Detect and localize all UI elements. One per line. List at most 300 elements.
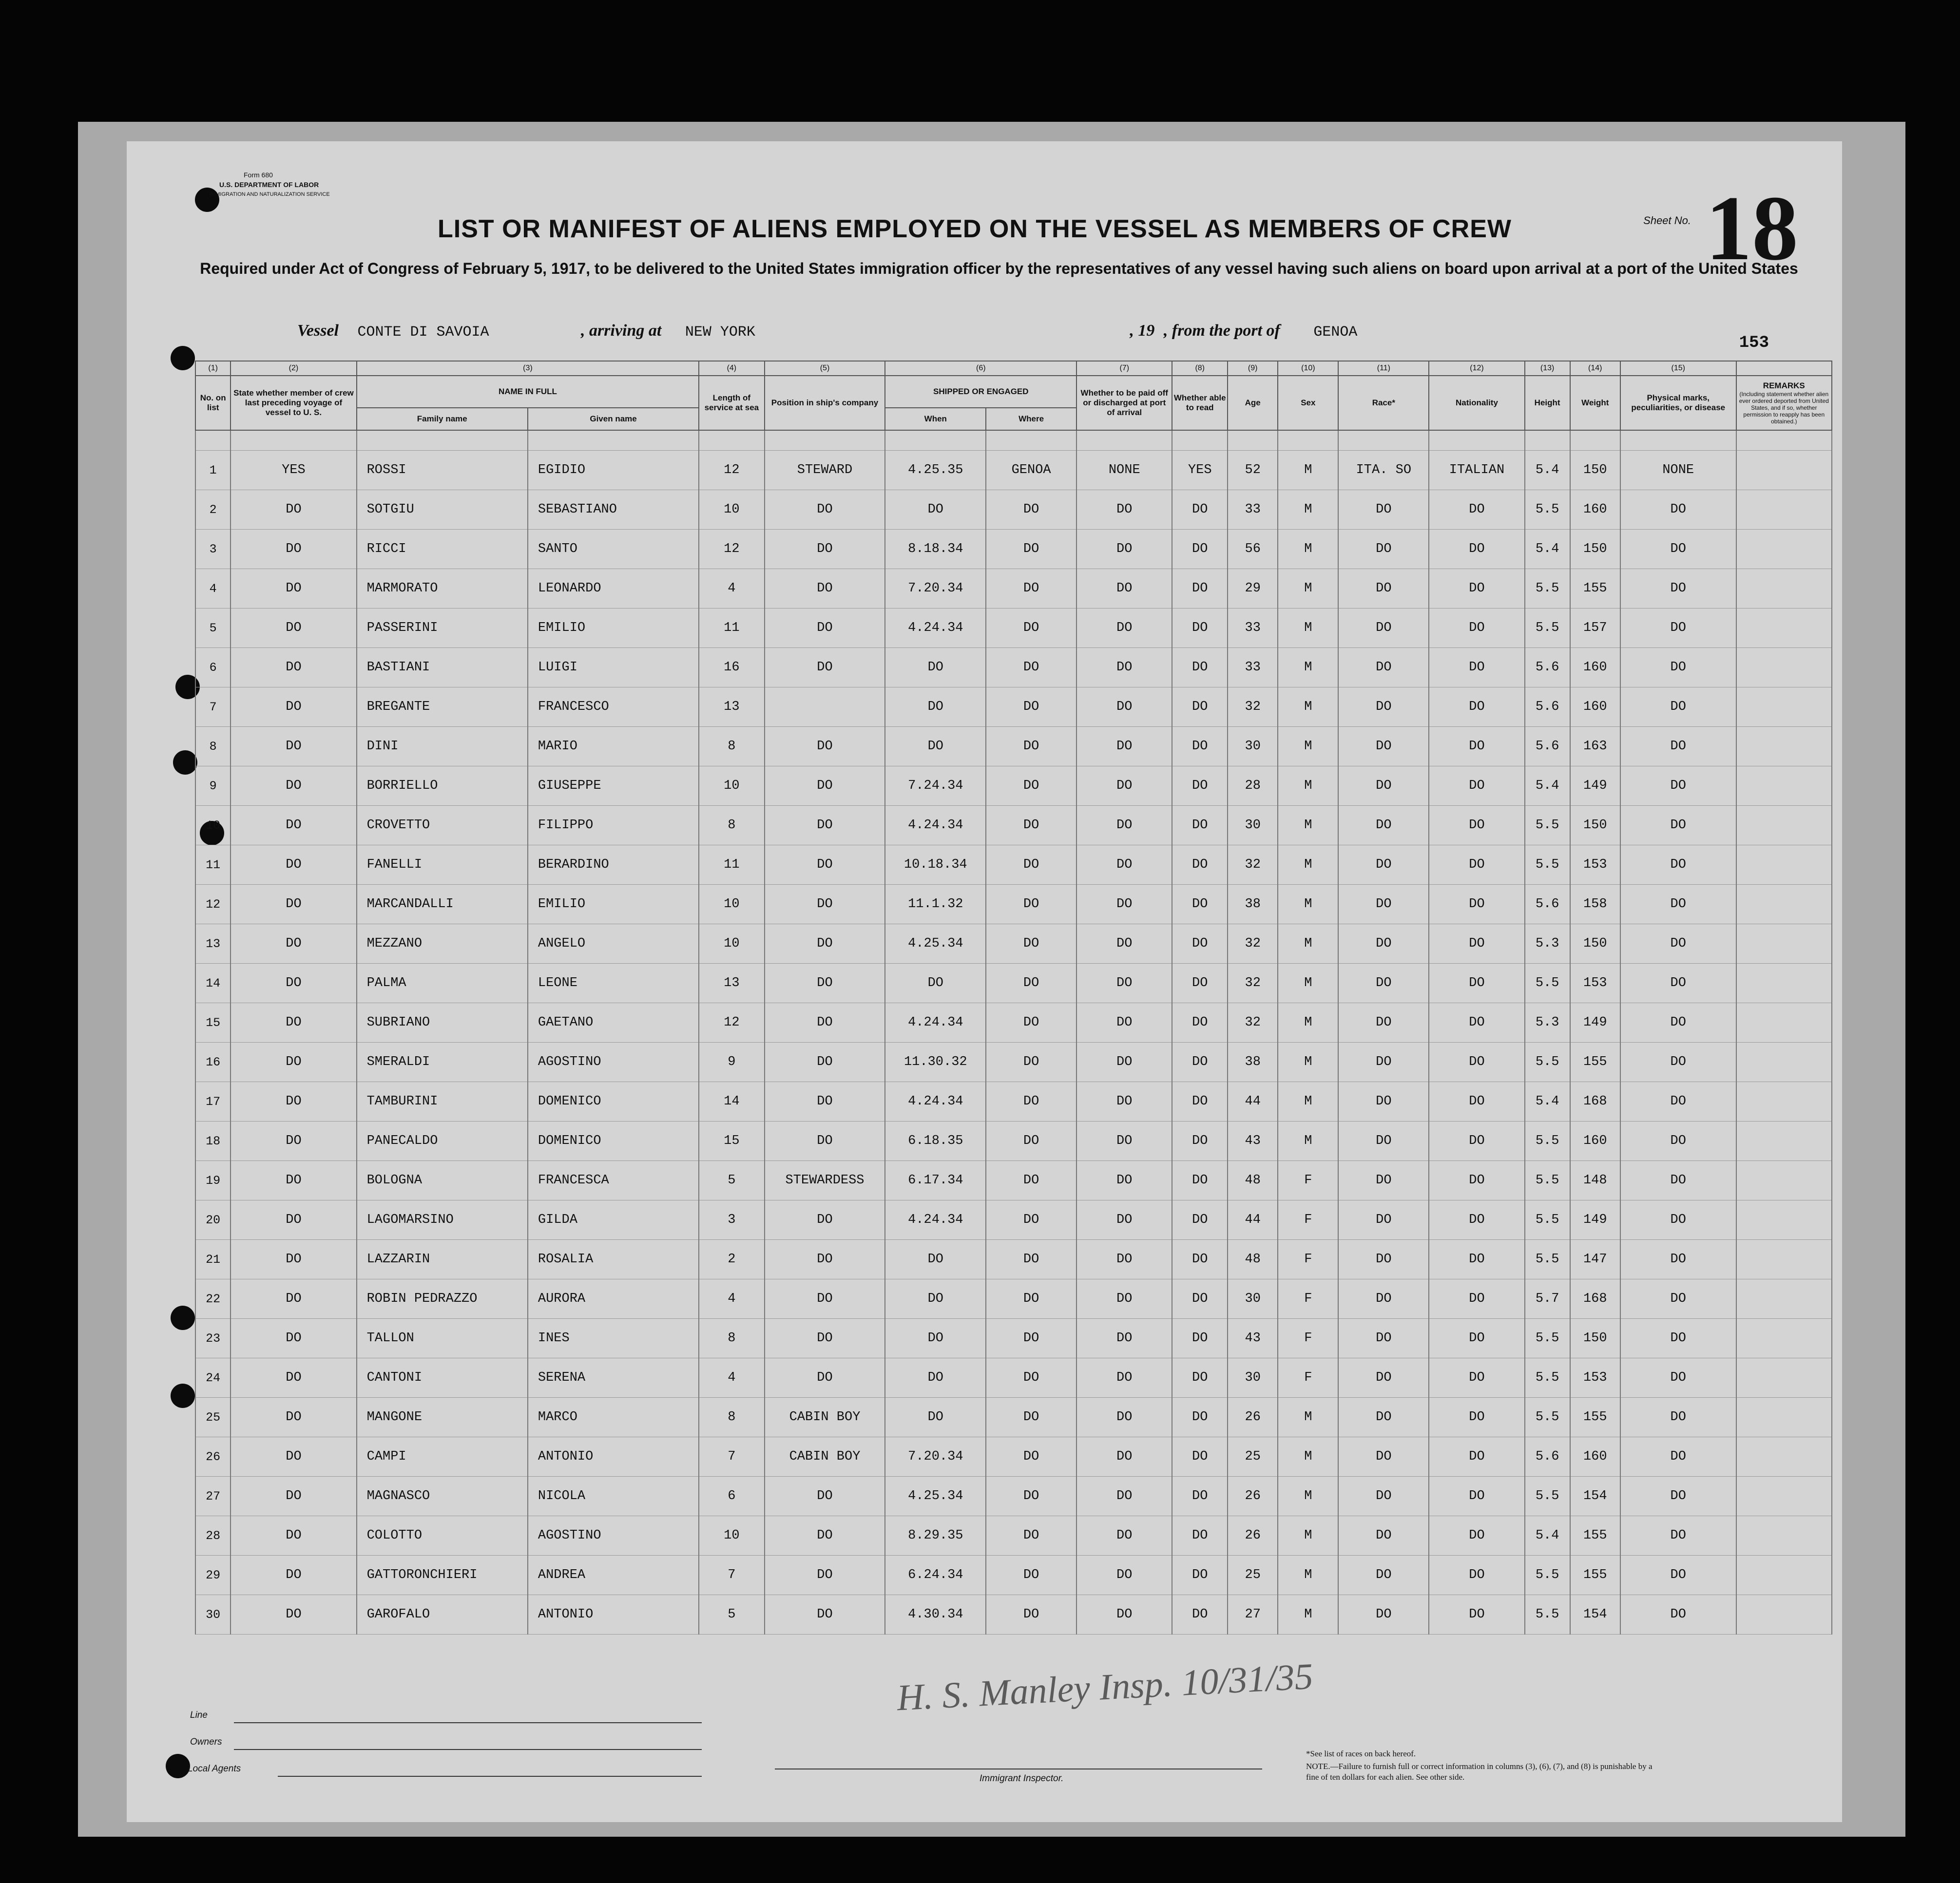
race-cell: DO: [1338, 964, 1429, 1003]
paid-off-cell: DO: [1076, 609, 1172, 648]
row-number-cell: 27: [195, 1477, 231, 1516]
paid-off-cell: DO: [1076, 964, 1172, 1003]
paid-off-cell: DO: [1076, 1516, 1172, 1556]
row-number-cell: 30: [195, 1595, 231, 1635]
age-cell: 52: [1228, 451, 1278, 490]
given-name-cell: LEONARDO: [528, 569, 699, 609]
blank-row: [195, 430, 1832, 451]
crew-status-cell: DO: [231, 1398, 356, 1437]
physical-marks-cell: DO: [1620, 1043, 1736, 1082]
crew-row: [195, 530, 1832, 569]
row-number-cell: 24: [195, 1358, 231, 1398]
sex-cell: M: [1278, 648, 1338, 687]
shipped-when-cell: 7.20.34: [885, 1437, 986, 1477]
crew-status-cell: DO: [231, 1437, 356, 1477]
weight-cell: 155: [1570, 1556, 1620, 1595]
row-number-cell: 21: [195, 1240, 231, 1279]
bureau: IMMIGRATION AND NATURALIZATION SERVICE: [210, 191, 330, 197]
crew-status-cell: DO: [231, 1122, 356, 1161]
sex-cell: M: [1278, 569, 1338, 609]
age-cell: 26: [1228, 1398, 1278, 1437]
race-cell: DO: [1338, 530, 1429, 569]
weight-cell: 150: [1570, 451, 1620, 490]
family-name-cell: MAGNASCO: [357, 1477, 528, 1516]
shipped-when-cell: 8.18.34: [885, 530, 986, 569]
service-length-cell: 11: [699, 845, 764, 885]
paid-off-cell: DO: [1076, 648, 1172, 687]
shipped-where-cell: GENOA: [986, 451, 1076, 490]
given-name-cell: GIUSEPPE: [528, 766, 699, 806]
family-name-cell: BASTIANI: [357, 648, 528, 687]
age-cell: 30: [1228, 727, 1278, 766]
form-subtitle: Required under Act of Congress of February 5, 1917, to be delivered to the United States immigration officer by the representatives of any vessel having such aliens on board upon arrival at a port of the United States: [200, 260, 1798, 277]
shipped-when-cell: DO: [885, 1279, 986, 1319]
physical-marks-cell: DO: [1620, 530, 1736, 569]
weight-cell: 160: [1570, 1122, 1620, 1161]
age-cell: 32: [1228, 687, 1278, 727]
paid-off-cell: DO: [1076, 1437, 1172, 1477]
family-name-cell: MARMORATO: [357, 569, 528, 609]
remarks-cell: [1736, 1240, 1832, 1279]
able-to-read-cell: DO: [1172, 1082, 1228, 1122]
family-name-cell: TALLON: [357, 1319, 528, 1358]
weight-cell: 168: [1570, 1279, 1620, 1319]
sex-cell: F: [1278, 1319, 1338, 1358]
able-to-read-cell: DO: [1172, 1516, 1228, 1556]
remarks-cell: [1736, 687, 1832, 727]
position-cell: CABIN BOY: [765, 1437, 885, 1477]
paid-off-cell: DO: [1076, 766, 1172, 806]
age-cell: 38: [1228, 1043, 1278, 1082]
shipped-where-cell: DO: [986, 1516, 1076, 1556]
remarks-cell: [1736, 885, 1832, 924]
age-cell: 25: [1228, 1556, 1278, 1595]
nationality-cell: DO: [1429, 885, 1524, 924]
able-to-read-cell: DO: [1172, 1437, 1228, 1477]
race-cell: DO: [1338, 1240, 1429, 1279]
physical-marks-cell: DO: [1620, 1516, 1736, 1556]
able-to-read-cell: DO: [1172, 1595, 1228, 1635]
header-read: Whether able to read: [1172, 376, 1228, 430]
shipped-when-cell: 4.24.34: [885, 609, 986, 648]
weight-cell: 168: [1570, 1082, 1620, 1122]
physical-marks-cell: DO: [1620, 1556, 1736, 1595]
height-cell: 5.5: [1525, 490, 1570, 530]
given-name-cell: ANDREA: [528, 1556, 699, 1595]
physical-marks-cell: DO: [1620, 964, 1736, 1003]
form-title: LIST OR MANIFEST OF ALIENS EMPLOYED ON THE VESSEL AS MEMBERS OF CREW: [438, 215, 1512, 243]
crew-status-cell: DO: [231, 1240, 356, 1279]
row-number-cell: 5: [195, 609, 231, 648]
shipped-when-cell: 4.25.34: [885, 924, 986, 964]
local-agents-label: Local Agents: [188, 1764, 241, 1774]
able-to-read-cell: DO: [1172, 1279, 1228, 1319]
able-to-read-cell: DO: [1172, 1556, 1228, 1595]
able-to-read-cell: DO: [1172, 530, 1228, 569]
arrival-port: NEW YORK: [685, 324, 755, 341]
age-cell: 32: [1228, 845, 1278, 885]
position-cell: DO: [765, 1003, 885, 1043]
position-cell: DO: [765, 1200, 885, 1240]
height-cell: 5.5: [1525, 1398, 1570, 1437]
physical-marks-cell: DO: [1620, 885, 1736, 924]
physical-marks-cell: DO: [1620, 1161, 1736, 1200]
shipped-when-cell: 4.24.34: [885, 1200, 986, 1240]
age-cell: 25: [1228, 1437, 1278, 1477]
weight-cell: 154: [1570, 1477, 1620, 1516]
crew-row: [195, 609, 1832, 648]
sex-cell: M: [1278, 1398, 1338, 1437]
weight-cell: 160: [1570, 648, 1620, 687]
shipped-when-cell: 6.17.34: [885, 1161, 986, 1200]
physical-marks-cell: NONE: [1620, 451, 1736, 490]
vessel-line: [297, 322, 1357, 341]
row-number-cell: 7: [195, 687, 231, 727]
crew-row: [195, 1200, 1832, 1240]
shipped-where-cell: DO: [986, 1240, 1076, 1279]
race-cell: DO: [1338, 490, 1429, 530]
header-position: Position in ship's company: [765, 376, 885, 430]
crew-status-cell: DO: [231, 964, 356, 1003]
physical-marks-cell: DO: [1620, 1240, 1736, 1279]
service-length-cell: 13: [699, 687, 764, 727]
service-length-cell: 10: [699, 924, 764, 964]
physical-marks-cell: DO: [1620, 569, 1736, 609]
nationality-cell: DO: [1429, 1319, 1524, 1358]
weight-cell: 153: [1570, 1358, 1620, 1398]
shipped-where-cell: DO: [986, 1043, 1076, 1082]
position-cell: DO: [765, 1122, 885, 1161]
department: U.S. DEPARTMENT OF LABOR: [219, 181, 319, 189]
sheet-number: 18: [1706, 177, 1798, 280]
sex-cell: M: [1278, 609, 1338, 648]
row-number-cell: 19: [195, 1161, 231, 1200]
family-name-cell: GATTORONCHIERI: [357, 1556, 528, 1595]
able-to-read-cell: DO: [1172, 1358, 1228, 1398]
year-label: , 19: [1130, 322, 1155, 340]
family-name-cell: MEZZANO: [357, 924, 528, 964]
given-name-cell: FRANCESCA: [528, 1161, 699, 1200]
service-length-cell: 5: [699, 1595, 764, 1635]
family-name-cell: MARCANDALLI: [357, 885, 528, 924]
nationality-cell: DO: [1429, 845, 1524, 885]
shipped-when-cell: 4.25.34: [885, 1477, 986, 1516]
position-cell: DO: [765, 569, 885, 609]
remarks-cell: [1736, 1003, 1832, 1043]
paid-off-cell: DO: [1076, 1477, 1172, 1516]
row-number-cell: 14: [195, 964, 231, 1003]
height-cell: 5.5: [1525, 1477, 1570, 1516]
race-cell: DO: [1338, 885, 1429, 924]
crew-row: [195, 1398, 1832, 1437]
header-marks: Physical marks, peculiarities, or disease: [1620, 376, 1736, 430]
position-cell: DO: [765, 1358, 885, 1398]
shipped-where-cell: DO: [986, 766, 1076, 806]
row-number-cell: 2: [195, 490, 231, 530]
able-to-read-cell: DO: [1172, 1122, 1228, 1161]
weight-cell: 155: [1570, 1516, 1620, 1556]
nationality-cell: DO: [1429, 1043, 1524, 1082]
nationality-cell: DO: [1429, 1003, 1524, 1043]
shipped-where-cell: DO: [986, 490, 1076, 530]
age-cell: 27: [1228, 1595, 1278, 1635]
sex-cell: M: [1278, 924, 1338, 964]
nationality-cell: DO: [1429, 1161, 1524, 1200]
able-to-read-cell: DO: [1172, 1477, 1228, 1516]
given-name-cell: FRANCESCO: [528, 687, 699, 727]
remarks-cell: [1736, 964, 1832, 1003]
remarks-note: (Including statement whether alien ever ordered deported from United States, and if so, whether permission to reapply has been obtained.): [1739, 391, 1829, 425]
row-number-cell: 29: [195, 1556, 231, 1595]
paid-off-cell: DO: [1076, 1240, 1172, 1279]
paid-off-cell: DO: [1076, 687, 1172, 727]
race-cell: DO: [1338, 1319, 1429, 1358]
punch-hole: [171, 1306, 195, 1330]
given-name-cell: LUIGI: [528, 648, 699, 687]
crew-status-cell: DO: [231, 806, 356, 845]
row-number-cell: 1: [195, 451, 231, 490]
remarks-cell: [1736, 1122, 1832, 1161]
weight-cell: 150: [1570, 924, 1620, 964]
manifest-sheet: [127, 141, 1842, 1822]
given-name-cell: BERARDINO: [528, 845, 699, 885]
position-cell: DO: [765, 1319, 885, 1358]
given-name-cell: FILIPPO: [528, 806, 699, 845]
shipped-when-cell: 4.25.35: [885, 451, 986, 490]
shipped-when-cell: DO: [885, 648, 986, 687]
crew-row: [195, 1240, 1832, 1279]
height-cell: 5.3: [1525, 924, 1570, 964]
weight-cell: 150: [1570, 806, 1620, 845]
family-name-cell: BORRIELLO: [357, 766, 528, 806]
nationality-cell: DO: [1429, 1240, 1524, 1279]
paid-off-cell: DO: [1076, 885, 1172, 924]
col-num: (3): [357, 361, 699, 376]
weight-cell: 153: [1570, 845, 1620, 885]
paid-off-cell: NONE: [1076, 451, 1172, 490]
paid-off-cell: DO: [1076, 924, 1172, 964]
col-num: (10): [1278, 361, 1338, 376]
height-cell: 5.4: [1525, 1516, 1570, 1556]
sex-cell: M: [1278, 885, 1338, 924]
sex-cell: M: [1278, 1003, 1338, 1043]
given-name-cell: SEBASTIANO: [528, 490, 699, 530]
owners-label: Owners: [190, 1737, 222, 1747]
crew-row: [195, 1437, 1832, 1477]
able-to-read-cell: DO: [1172, 885, 1228, 924]
crew-row: [195, 1122, 1832, 1161]
crew-status-cell: DO: [231, 1043, 356, 1082]
header-weight: Weight: [1570, 376, 1620, 430]
service-length-cell: 16: [699, 648, 764, 687]
crew-status-cell: DO: [231, 727, 356, 766]
height-cell: 5.4: [1525, 451, 1570, 490]
crew-status-cell: DO: [231, 1516, 356, 1556]
row-number-cell: 12: [195, 885, 231, 924]
weight-cell: 155: [1570, 1043, 1620, 1082]
paid-off-cell: DO: [1076, 845, 1172, 885]
shipped-when-cell: 7.24.34: [885, 766, 986, 806]
shipped-where-cell: DO: [986, 687, 1076, 727]
paid-off-cell: DO: [1076, 1279, 1172, 1319]
able-to-read-cell: DO: [1172, 648, 1228, 687]
given-name-cell: EMILIO: [528, 609, 699, 648]
given-name-cell: AGOSTINO: [528, 1516, 699, 1556]
shipped-where-cell: DO: [986, 648, 1076, 687]
paid-off-cell: DO: [1076, 1082, 1172, 1122]
row-number-cell: 8: [195, 727, 231, 766]
weight-cell: 147: [1570, 1240, 1620, 1279]
race-cell: DO: [1338, 1595, 1429, 1635]
position-cell: DO: [765, 1240, 885, 1279]
family-name-cell: FANELLI: [357, 845, 528, 885]
race-cell: DO: [1338, 1003, 1429, 1043]
paid-off-cell: DO: [1076, 1003, 1172, 1043]
able-to-read-cell: DO: [1172, 1003, 1228, 1043]
remarks-cell: [1736, 766, 1832, 806]
age-cell: 33: [1228, 609, 1278, 648]
nationality-cell: DO: [1429, 806, 1524, 845]
row-number-cell: 23: [195, 1319, 231, 1358]
given-name-cell: INES: [528, 1319, 699, 1358]
physical-marks-cell: DO: [1620, 1003, 1736, 1043]
able-to-read-cell: DO: [1172, 1161, 1228, 1200]
service-length-cell: 5: [699, 1161, 764, 1200]
given-name-cell: ANGELO: [528, 924, 699, 964]
nationality-cell: DO: [1429, 1595, 1524, 1635]
sex-cell: M: [1278, 1477, 1338, 1516]
crew-status-cell: DO: [231, 1319, 356, 1358]
family-name-cell: CROVETTO: [357, 806, 528, 845]
height-cell: 5.5: [1525, 1122, 1570, 1161]
sex-cell: M: [1278, 806, 1338, 845]
crew-row: [195, 490, 1832, 530]
race-cell: DO: [1338, 687, 1429, 727]
position-cell: DO: [765, 648, 885, 687]
crew-row: [195, 1358, 1832, 1398]
header-no: No. on list: [195, 376, 231, 430]
crew-row: [195, 964, 1832, 1003]
weight-cell: 149: [1570, 1200, 1620, 1240]
paid-off-cell: DO: [1076, 1200, 1172, 1240]
weight-cell: 155: [1570, 1398, 1620, 1437]
service-length-cell: 3: [699, 1200, 764, 1240]
header-name: NAME IN FULL: [357, 376, 699, 408]
punch-hole: [173, 750, 197, 775]
crew-row: [195, 1003, 1832, 1043]
given-name-cell: ANTONIO: [528, 1437, 699, 1477]
inspector-signature: H. S. Manley Insp. 10/31/35: [896, 1655, 1314, 1719]
weight-cell: 157: [1570, 609, 1620, 648]
row-number-cell: 10: [195, 806, 231, 845]
crew-status-cell: DO: [231, 490, 356, 530]
race-cell: DO: [1338, 845, 1429, 885]
crew-row: [195, 885, 1832, 924]
height-cell: 5.5: [1525, 1043, 1570, 1082]
age-cell: 32: [1228, 964, 1278, 1003]
physical-marks-cell: DO: [1620, 1319, 1736, 1358]
position-cell: DO: [765, 1279, 885, 1319]
height-cell: 5.6: [1525, 648, 1570, 687]
nationality-cell: DO: [1429, 1556, 1524, 1595]
remarks-cell: [1736, 1516, 1832, 1556]
weight-cell: 163: [1570, 727, 1620, 766]
row-number-cell: 22: [195, 1279, 231, 1319]
header-where: Where: [986, 408, 1076, 430]
shipped-where-cell: DO: [986, 1200, 1076, 1240]
position-cell: DO: [765, 964, 885, 1003]
crew-status-cell: DO: [231, 1358, 356, 1398]
position-cell: DO: [765, 1043, 885, 1082]
sex-cell: M: [1278, 845, 1338, 885]
race-cell: DO: [1338, 609, 1429, 648]
position-cell: DO: [765, 1477, 885, 1516]
race-cell: DO: [1338, 1043, 1429, 1082]
crew-row: [195, 687, 1832, 727]
service-length-cell: 12: [699, 530, 764, 569]
remarks-cell: [1736, 1043, 1832, 1082]
physical-marks-cell: DO: [1620, 1082, 1736, 1122]
physical-marks-cell: DO: [1620, 1358, 1736, 1398]
shipped-where-cell: DO: [986, 1003, 1076, 1043]
family-name-cell: GAROFALO: [357, 1595, 528, 1635]
crew-row: [195, 569, 1832, 609]
remarks-cell: [1736, 1279, 1832, 1319]
row-number-cell: 4: [195, 569, 231, 609]
crew-manifest-table: [195, 361, 1832, 1635]
crew-row: [195, 1319, 1832, 1358]
given-name-cell: EGIDIO: [528, 451, 699, 490]
shipped-when-cell: 6.24.34: [885, 1556, 986, 1595]
given-name-cell: AGOSTINO: [528, 1043, 699, 1082]
shipped-when-cell: 11.1.32: [885, 885, 986, 924]
sex-cell: M: [1278, 687, 1338, 727]
sex-cell: M: [1278, 1516, 1338, 1556]
shipped-when-cell: 8.29.35: [885, 1516, 986, 1556]
crew-status-cell: YES: [231, 451, 356, 490]
family-name-cell: CAMPI: [357, 1437, 528, 1477]
race-cell: DO: [1338, 1437, 1429, 1477]
weight-cell: 150: [1570, 530, 1620, 569]
service-length-cell: 10: [699, 490, 764, 530]
remarks-cell: [1736, 530, 1832, 569]
service-length-cell: 8: [699, 1319, 764, 1358]
shipped-when-cell: DO: [885, 1358, 986, 1398]
crew-status-cell: DO: [231, 1279, 356, 1319]
position-cell: CABIN BOY: [765, 1398, 885, 1437]
position-cell: DO: [765, 609, 885, 648]
remarks-cell: [1736, 1595, 1832, 1635]
shipped-where-cell: DO: [986, 1161, 1076, 1200]
given-name-cell: SERENA: [528, 1358, 699, 1398]
service-length-cell: 12: [699, 1003, 764, 1043]
paid-off-cell: DO: [1076, 569, 1172, 609]
position-cell: STEWARD: [765, 451, 885, 490]
sex-cell: M: [1278, 1595, 1338, 1635]
weight-cell: 160: [1570, 490, 1620, 530]
able-to-read-cell: DO: [1172, 1240, 1228, 1279]
physical-marks-cell: DO: [1620, 648, 1736, 687]
position-cell: DO: [765, 490, 885, 530]
given-name-cell: ANTONIO: [528, 1595, 699, 1635]
shipped-where-cell: DO: [986, 924, 1076, 964]
given-name-cell: GILDA: [528, 1200, 699, 1240]
paid-off-cell: DO: [1076, 1358, 1172, 1398]
col-num: (7): [1076, 361, 1172, 376]
age-cell: 48: [1228, 1240, 1278, 1279]
able-to-read-cell: DO: [1172, 845, 1228, 885]
nationality-cell: DO: [1429, 766, 1524, 806]
